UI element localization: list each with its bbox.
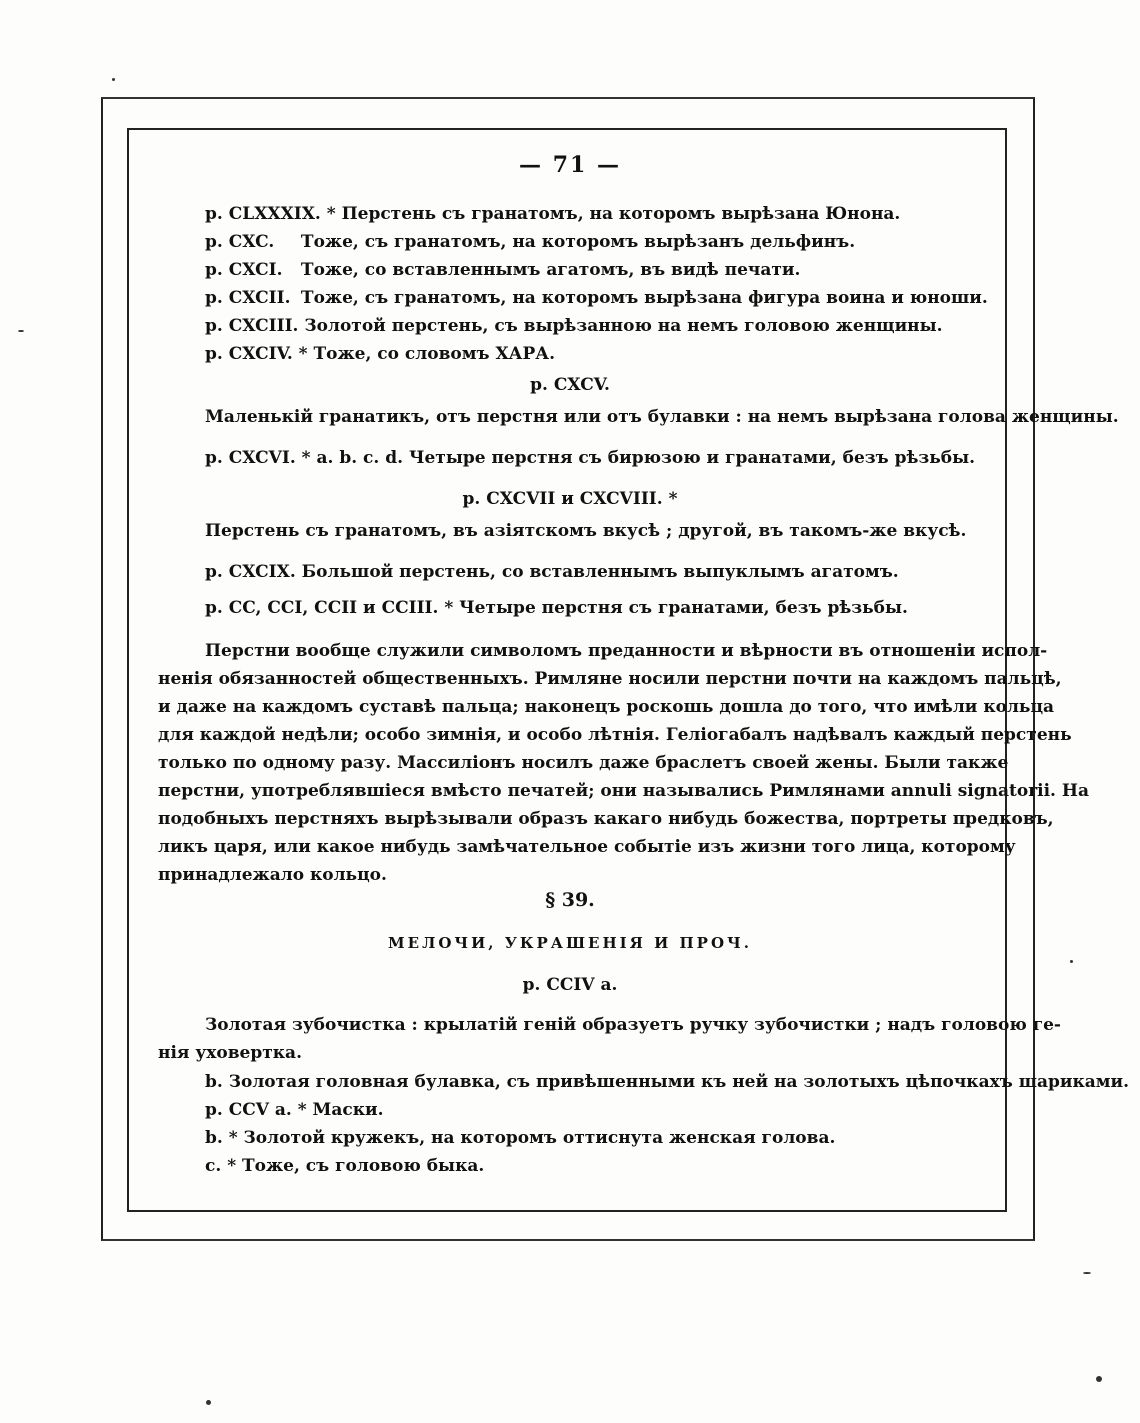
paragraph-line: только по одному разу. Массиліонъ носилъ даже браслетъ своей жены. Были также xyxy=(158,753,1009,773)
entry-ref: p. CXCIII. xyxy=(205,316,299,336)
cc-line: p. CC, CCI, CCII и CCIII. * Четыре перстня съ гранатами, безъ рѣзьбы. xyxy=(205,598,908,618)
entry-line xyxy=(205,231,855,253)
paragraph-line: подобныхъ перстняхъ вырѣзывали образъ какаго нибудь божества, портреты предковъ, xyxy=(158,809,1054,829)
paragraph-line: перстни, употреблявшіеся вмѣсто печатей; они назывались Римлянами annuli signatorii. На xyxy=(158,781,1089,801)
entry-line xyxy=(205,315,943,337)
entry-ref: p. CXCII. xyxy=(205,288,291,308)
cxcix-line: p. CXCIX. Большой перстень, со вставленнымъ выпуклымъ агатомъ. xyxy=(205,562,899,582)
entry-ref: p. CXCIV. * xyxy=(205,344,308,364)
paragraph-line: принадлежало кольцо. xyxy=(158,865,387,885)
ccv-b-line: b. * Золотой кружекъ, на которомъ оттиснута женская голова. xyxy=(205,1128,836,1148)
entry-line xyxy=(205,259,800,281)
scan-speck xyxy=(1070,960,1073,963)
cxcvi-line: p. CXCVI. * a. b. c. d. Четыре перстня съ бирюзою и гранатами, безъ рѣзьбы. xyxy=(205,448,976,468)
cxcvii-heading: p. CXCVII и CXCVIII. * xyxy=(462,489,678,509)
section-number: § 39. xyxy=(545,889,595,911)
entry-line xyxy=(205,343,555,365)
cciv-text-line: Золотая зубочистка : крылатій геній образуетъ ручку зубочистки ; надъ головою ге- xyxy=(205,1015,1061,1035)
section-title: МЕЛОЧИ, УКРАШЕНІЯ И ПРОЧ. xyxy=(388,934,752,952)
page-number: — 71 — xyxy=(519,152,621,178)
cciv-heading: p. CCIV a. xyxy=(522,975,618,995)
paragraph-line: ликъ царя, или какое нибудь замѣчательное событіе изъ жизни того лица, которому xyxy=(158,837,1016,857)
scan-speck xyxy=(18,330,24,332)
scan-speck xyxy=(1083,1272,1091,1274)
entry-line xyxy=(205,287,988,309)
entry-text: Тоже, со вставленнымъ агатомъ, въ видѣ печати. xyxy=(300,260,801,280)
entry-text: Перстень съ гранатомъ, на которомъ вырѣзана Юнона. xyxy=(341,204,901,224)
paragraph-line: ненія обязанностей общественныхъ. Римляне носили перстни почти на каждомъ пальцѣ, xyxy=(158,669,1062,689)
entry-text: Тоже, съ гранатомъ, на которомъ вырѣзанъ дельфинъ. xyxy=(300,232,856,252)
entry-text: Тоже, со словомъ ХАРА. xyxy=(313,344,556,364)
paragraph-line: и даже на каждомъ суставѣ пальца; наконецъ роскошь дошла до того, что имѣли кольца xyxy=(158,697,1055,717)
scan-speck xyxy=(206,1400,211,1405)
scan-speck xyxy=(112,78,115,81)
cxcv-heading: p. CXCV. xyxy=(530,375,610,395)
scan-speck xyxy=(1096,1376,1102,1382)
paragraph-line: Перстни вообще служили символомъ преданности и вѣрности въ отношеніи испол- xyxy=(205,641,1048,661)
paragraph-line: для каждой недѣли; особо зимнія, и особо лѣтнія. Геліогабалъ надѣвалъ каждый перстень xyxy=(158,725,1072,745)
cciv-text-line: нія уховертка. xyxy=(158,1043,302,1063)
entry-line xyxy=(205,203,900,225)
ccv-a-line: p. CCV a. * Маски. xyxy=(205,1100,384,1120)
cciv-b-line: b. Золотая головная булавка, съ привѣшенными къ ней на золотыхъ цѣпочкахъ шариками. xyxy=(205,1072,1130,1092)
entry-text: Тоже, съ гранатомъ, на которомъ вырѣзана фигура воина и юноши. xyxy=(300,288,988,308)
cxcvii-text: Перстень съ гранатомъ, въ азіятскомъ вкусѣ ; другой, въ такомъ-же вкусѣ. xyxy=(205,521,967,541)
entry-ref: p. CLXXXIX. * xyxy=(205,204,336,224)
entry-ref: p. CXC. xyxy=(205,232,275,252)
cxcv-text: Маленькій гранатикъ, отъ перстня или отъ булавки : на немъ вырѣзана голова женщины. xyxy=(205,407,1119,427)
ccv-c-line: c. * Тоже, съ головою быка. xyxy=(205,1156,485,1176)
entry-text: Золотой перстень, съ вырѣзанною на немъ головою женщины. xyxy=(304,316,943,336)
entry-ref: p. CXCI. xyxy=(205,260,283,280)
